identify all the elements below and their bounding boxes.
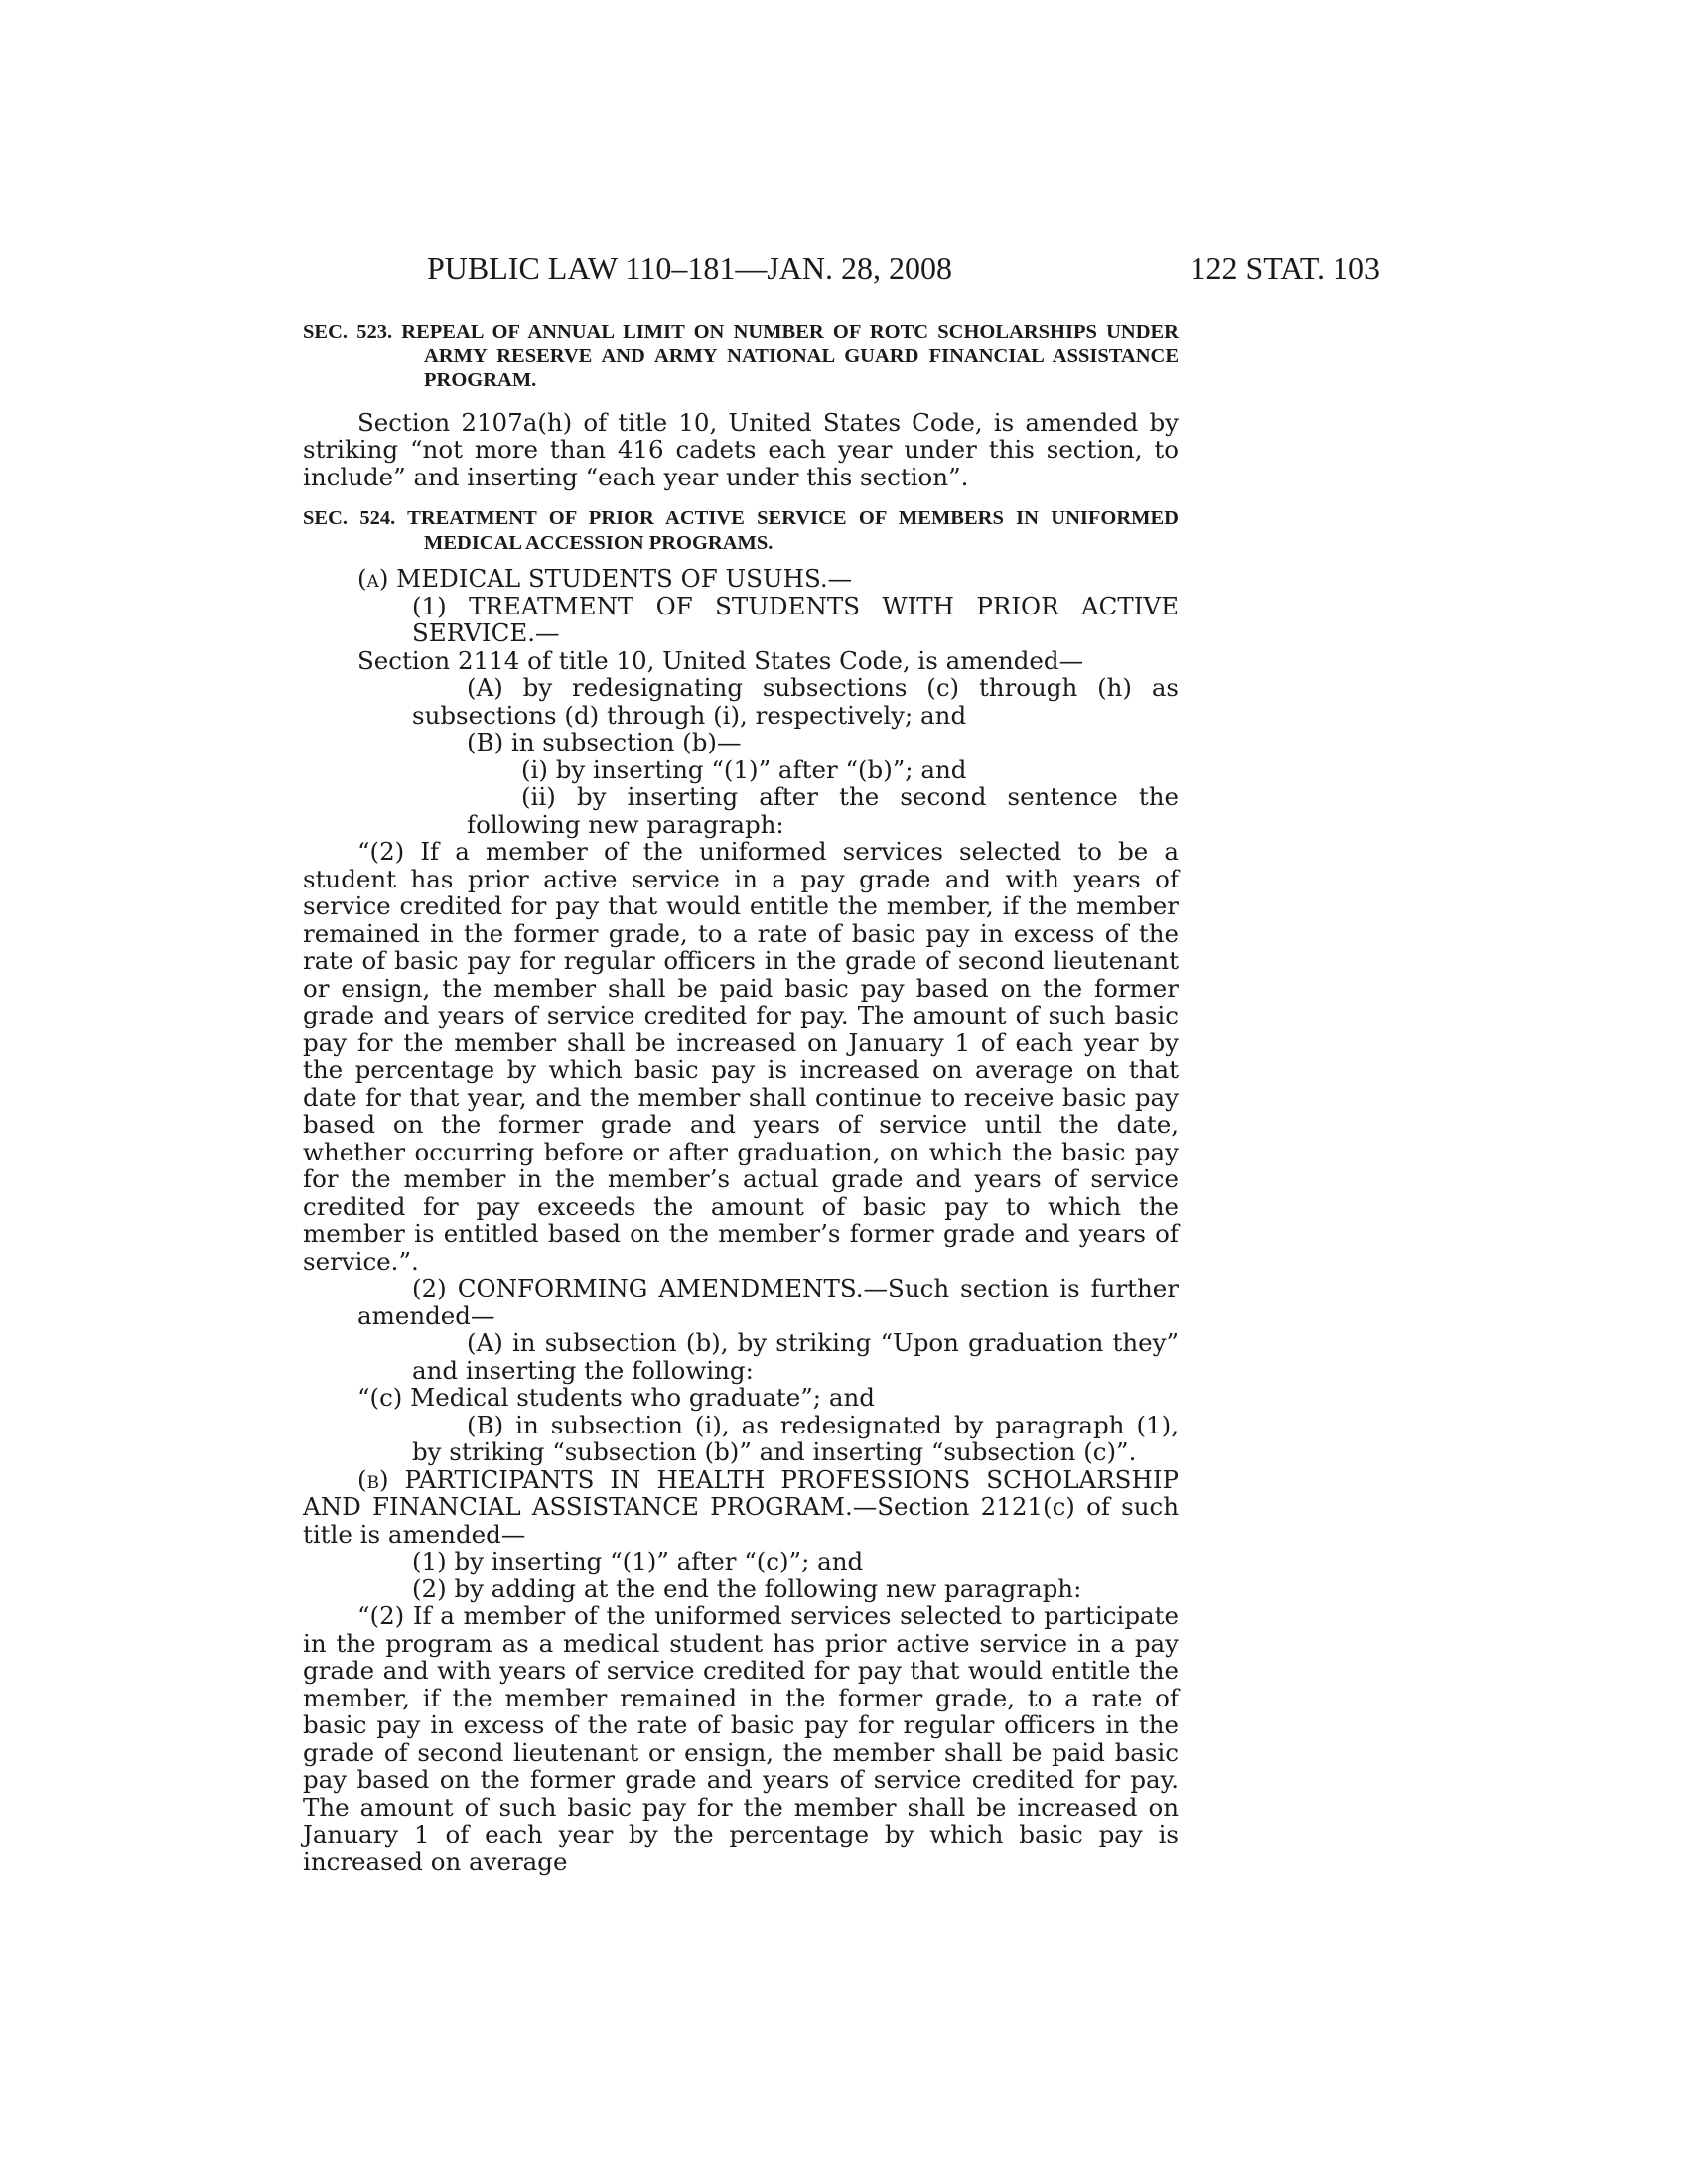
- running-head-title: PUBLIC LAW 110–181—JAN. 28, 2008: [427, 250, 952, 286]
- clause-a1-A-text: (A) by redesignating subsections (c) through (h) as subsections (d) through (i), respectively; and: [412, 673, 1179, 730]
- paragraph-a1-title: (1) TREATMENT OF STUDENTS WITH PRIOR ACTIVE SERVICE.—: [412, 591, 1179, 647]
- section-523-heading: SEC. 523. REPEAL OF ANNUAL LIMIT ON NUMBER OF ROTC SCHOLARSHIPS UNDER ARMY RESERVE AND ARMY NATIONAL GUARD FINANCIAL ASSISTANCE PROGRAM.: [303, 321, 1179, 391]
- clause-a1-B-ii: [303, 783, 1179, 838]
- subsection-b-lead: Section 2121(c) of such title is amended—: [303, 1492, 1179, 1549]
- quoted-paragraph-b: “(2) If a member of the uniformed services selected to participate in the program as a medical student has prior active service in a pay grade and with years of service credited for pay that would entitle the member, if the member remained in the former grade, to a rate of basic pay in excess of the rate of basic pay for regular officers in the grade of second lieutenant or ensign, the member shall be paid basic pay based on the former grade and years of service credited for pay. The amount of such basic pay for the member shall be increased on January 1 of each year by the percentage by which basic pay is increased on average: [303, 1601, 1179, 1876]
- clause-a2-B: [303, 1412, 1179, 1466]
- document-body: [303, 320, 1179, 1875]
- clause-a2-A: [303, 1329, 1179, 1384]
- paragraph-a1-heading: [303, 593, 1179, 647]
- quoted-paragraph-a1: “(2) If a member of the uniformed services selected to be a student has prior active service in a pay grade and with years of service credited for pay that would entitle the member, if the member remained in the former grade, to a rate of basic pay in excess of the rate of basic pay for regular officers in the grade of second lieutenant or ensign, the member shall be paid basic pay based on the former grade and years of service credited for pay. The amount of such basic pay for the member shall be increased on January 1 of each year by the percentage by which basic pay is increased on average on that date for that year, and the member shall continue to receive basic pay based on the former grade and years of service until the date, whether occurring before or after graduation, on which the basic pay for the member in the member’s actual grade and years of service credited for pay exceeds the amount of basic pay to which the member is entitled based on the member’s former grade and years of service.”.: [303, 837, 1179, 1276]
- paragraph-a2-lead: Such section is further amended—: [357, 1274, 1180, 1330]
- statute-page-number: 122 STAT. 103: [1190, 250, 1380, 286]
- section-523-text: Section 2107a(h) of title 10, United States Code, is amended by striking “not more than 416 cadets each year under this section, to include” and inserting “each year under this section”.: [303, 407, 1179, 491]
- clause-a2-B-text: (B) in subsection (i), as redesignated by paragraph (1), by striking “subsection (b)” and inserting “subsection (c)”.: [412, 1410, 1179, 1466]
- subsection-b-title: (b) PARTICIPANTS IN HEALTH PROFESSIONS SCHOLARSHIP AND FINANCIAL ASSISTANCE PROGRAM.—: [303, 1464, 1179, 1521]
- section-524-heading: SEC. 524. TREATMENT OF PRIOR ACTIVE SERVICE OF MEMBERS IN UNIFORMED MEDICAL ACCESSION PROGRAMS.: [303, 507, 1179, 554]
- paragraph-a2-title: (2) CONFORMING AMENDMENTS.—: [412, 1274, 889, 1302]
- clause-a2-A-text: (A) in subsection (b), by striking “Upon graduation they” and inserting the following:: [412, 1328, 1179, 1385]
- paragraph-b1: (1) by inserting “(1)” after “(c)”; and: [412, 1547, 864, 1575]
- subsection-b: [303, 1466, 1179, 1549]
- paragraph-b2: (2) by adding at the end the following new paragraph:: [412, 1573, 1082, 1603]
- paragraph-a1-lead: Section 2114 of title 10, United States Code, is amended—: [357, 645, 1084, 675]
- quoted-heading-c: “(c) Medical students who graduate”; and: [357, 1383, 875, 1412]
- clause-a1-B: (B) in subsection (b)—: [467, 728, 742, 756]
- clause-a1-B-i: (i) by inserting “(1)” after “(b)”; and: [521, 754, 967, 784]
- page-header: [427, 248, 1380, 288]
- clause-a1-B-ii-text: (ii) by inserting after the second sentence the following new paragraph:: [467, 782, 1179, 839]
- subsection-a-heading: [303, 565, 1179, 593]
- subsection-a-title: (a) MEDICAL STUDENTS OF USUHS.—: [357, 564, 853, 593]
- paragraph-a2: [303, 1275, 1179, 1329]
- clause-a1-A: [303, 674, 1179, 729]
